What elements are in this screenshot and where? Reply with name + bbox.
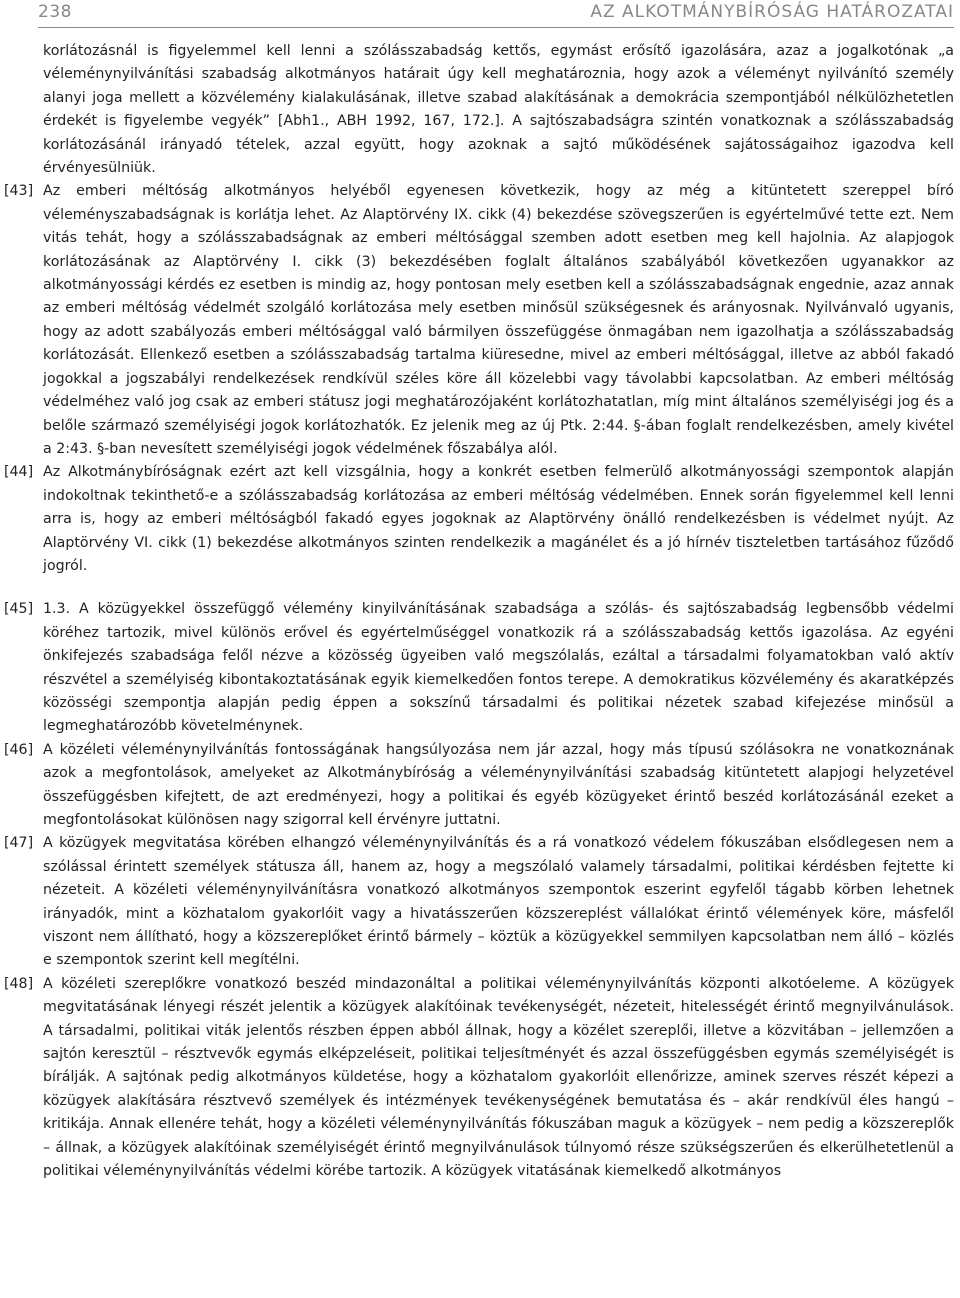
- paragraph-text: A közügyek megvitatása körében elhangzó véleménynyilvánítás és a rá vonatkozó védelem fókuszában elsődlegesen nem a szólással érintett személyek státusza áll, hanem az, hogy a megszólaló valamely társadalmi, politikai kérdésben fejtette ki nézeteit. A közéleti véleménynyilvánításra vonatkozó alkotmányos szempontok eszerint egyfelől tágabb körben lehetnek irányadók, mint a közhatalom gyakorlóit vagy a hivatásszerűen közszereplést vállalókat érintő vélemények köre, másfelől viszont nem állítható, hogy a közszereplőket érintő bármely – köztük a közügyekkel semmilyen kapcsolatban nem álló – közlés e szempontok szerint kell megítélni.: [43, 835, 954, 969]
- paragraph: [0, 973, 960, 1184]
- paragraph-number: [43]: [4, 183, 34, 200]
- paragraph-text: korlátozásnál is figyelemmel kell lenni a szólásszabadság kettős, egymást erősítő igazolására, azaz a jogalkotónak „a véleménynyilvánítási szabadság alkotmányos határait úgy kell meghatároznia, hogy azok a véleményt nyilvánító személy alanyi joga mellett a közvélemény kialakulásának, illetve szabad alakításának a demokrácia szempontjából nélkülözhetetlen érdekét is figyelembe vegyék” [Abh1., ABH 1992, 167, 172.]. A sajtószabadságra szintén vonatkoznak a szólásszabadság korlátozásánál irányadó tételek, azzal együtt, hogy azoknak a sajtó működésének sajátosságaihoz igazodva kell érvényesülniük.: [43, 43, 954, 177]
- running-title: AZ ALKOTMÁNYBÍRÓSÁG HATÁROZATAI: [590, 2, 954, 22]
- paragraph-number: [48]: [4, 975, 34, 992]
- section-gap: [0, 578, 960, 598]
- paragraph-text: A közéleti szereplőkre vonatkozó beszéd mindazonáltal a politikai véleménynyilvánítás központi alkotóeleme. A közügyek megvitatásának lényegi részét jelentik a közügyek alakítóinak tevékenységét, nézeteit, hitelességét érintő megnyilvánulások. A társadalmi, politikai viták jelentős részben éppen abból állnak, hogy a közélet szereplői, illetve a közvitában – jellemzően a sajtón keresztül – résztvevők egymás elképzeléseit, politikai teljesítményét és azzal összefüggésben egymás személyiségét is bírálják. A sajtónak pedig alkotmányos küldetése, hogy a közhatalom gyakorlóit ellenőrizze, aminek szerves részét képezi a közügyek alakítására résztvevő személyek és intézmények tevékenységének bemutatása és – akár rendkívül éles hangú – kritikája. Annak ellenére tehát, hogy a közéleti véleménynyilvánítás fókuszában maguk a közügyek – nem pedig a közszereplők – állnak, a közügyek alakítóinak személyiségét érintő megnyilvánulások túlnyomó része szükségszerűen és elkerülhetetlenül a politikai véleménynyilvánítás védelmi körébe tartozik. A közügyek vitatásának kiemelkedő alkotmányos: [43, 975, 954, 1180]
- paragraph-number: [47]: [4, 835, 34, 852]
- paragraph: [0, 739, 960, 833]
- page-body: [0, 40, 960, 1184]
- paragraph: [0, 832, 960, 972]
- paragraph: [0, 598, 960, 738]
- paragraph-text: 1.3. A közügyekkel összefüggő vélemény kinyilvánításának szabadsága a szólás- és sajtószabadság legbensőbb védelmi köréhez tartozik, mivel különös erővel és egyértelműséggel vonatkozik rá a szólásszabadság kettős igazolása. Az egyéni önkifejezés szabadsága felől nézve a közösség ügyeiben való megszólalás, ezáltal a társadalmi folyamatokban való aktív részvétel a személyiség kibontakoztatásának egyik kiemelkedően fontos terepe. A demokratikus közvélemény és akaratképzés közösségi szempontja alapján pedig éppen a sokszínű társadalmi és politikai nézetek szabad kifejezése minősül a legmeghatározóbb követelménynek.: [43, 601, 954, 735]
- paragraph-text: A közéleti véleménynyilvánítás fontosságának hangsúlyozása nem jár azzal, hogy más típusú szólásokra ne vonatkoznának azok a megfontolások, amelyeket az Alkotmánybíróság a véleménynyilvánítási szabadság kitüntetett alapjogi helyzetével összefüggésben kifejtett, de azt eredményezi, hogy a politikai és egyéb közügyeket érintő beszéd korlátozásánál ezeket a megfontolásokat különösen nagy szigorral kell érvényre juttatni.: [43, 741, 954, 828]
- page-number: 238: [38, 2, 72, 22]
- paragraph-number: [44]: [4, 464, 34, 481]
- paragraph: [0, 180, 960, 461]
- paragraph: [0, 461, 960, 578]
- header-rule: [38, 27, 954, 28]
- page-header: [0, 0, 960, 28]
- paragraph-number: [46]: [4, 741, 34, 758]
- paragraph: [0, 40, 960, 180]
- paragraph-text: Az emberi méltóság alkotmányos helyéből egyenesen következik, hogy az még a kitüntetett szereppel bíró véleményszabadságnak is korlátja lehet. Az Alaptörvény IX. cikk (4) bekezdése szövegszerűen is egyértelművé tette ezt. Nem vitás tehát, hogy a szólásszabadságnak az emberi méltósággal szemben adott esetben meg kell hajolnia. Az alapjogok korlátozásának az Alaptörvény I. cikk (3) bekezdésében foglalt általános szabályából következően ugyanakkor az alkotmányossági kérdés ez esetben is mindig az, hogy pontosan mely esetben kell a szólásszabadságnak engednie, azaz annak az emberi méltóság védelmét szolgáló korlátozása mely esetben minősül szükségesnek és arányosnak. Nyilvánvaló ugyanis, hogy az adott szabályozás emberi méltósággal való bármilyen összefüggése önmagában nem igazolhatja a szólásszabadság korlátozását. Ellenkező esetben a szólásszabadság tartalma kiüresedne, mivel az emberi méltósággal, illetve az abból fakadó jogokkal a jogszabályi rendelkezések rendkívül széles köre áll közelebbi vagy távolabbi kapcsolatban. Az emberi méltóság védelméhez való jog csak az emberi státusz jogi meghatározójaként korlátozhatatlan, míg mint általános személyiségi jog és a belőle származó személyiségi jogok korlátozhatók. Ez jelenik meg az új Ptk. 2:44. §-ában foglalt rendelkezésben, amely kivétel a 2:43. §-ban nevesített személyiségi jogok védelmének főszabálya alól.: [43, 183, 954, 457]
- paragraph-text: Az Alkotmánybíróságnak ezért azt kell vizsgálnia, hogy a konkrét esetben felmerülő alkotmányossági szempontok alapján indokoltnak tekinthető-e a szólásszabadság korlátozása az emberi méltóság védelmében. Ennek során figyelemmel kell lenni arra is, hogy az emberi méltóságból fakadó egyes jogoknak az Alaptörvény önálló rendelkezésben is védelmet nyújt. Az Alaptörvény VI. cikk (1) bekezdése alkotmányos szinten rendelkezik a magánélet és a jó hírnév tiszteletben tartásához fűződő jogról.: [43, 464, 954, 574]
- paragraph-number: [45]: [4, 601, 34, 618]
